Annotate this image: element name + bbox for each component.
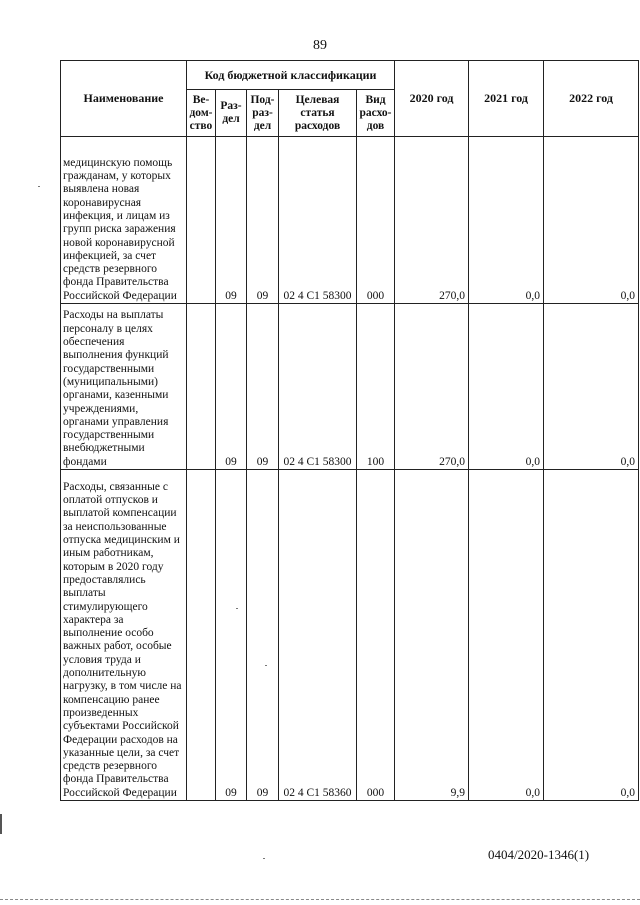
table-row bbox=[61, 304, 639, 470]
table-row bbox=[61, 470, 639, 801]
scan-margin-mark bbox=[0, 814, 2, 834]
row-podrazdel: 09 bbox=[247, 304, 279, 470]
scan-speck bbox=[38, 186, 40, 187]
header-vedomstvo: Ве- дом- ство bbox=[187, 90, 216, 137]
header-expense-type: Вид расхо- дов bbox=[357, 90, 395, 137]
row-amount-2020: 270,0 bbox=[395, 137, 469, 304]
header-classification-code: Код бюджетной классификации bbox=[187, 61, 395, 90]
row-amount-2022: 0,0 bbox=[544, 304, 639, 470]
row-vedomstvo bbox=[187, 137, 216, 304]
row-name: Расходы на выплаты персоналу в целях обеспечения выполнения функций государственными (муниципальными) органами, казенными учреждениями, органами управления государственными внебюджетными фондами bbox=[61, 304, 187, 470]
document-code: 0404/2020-1346(1) bbox=[488, 847, 590, 862]
row-vedomstvo bbox=[187, 304, 216, 470]
row-vedomstvo bbox=[187, 470, 216, 801]
scan-speck bbox=[236, 608, 238, 609]
row-amount-2021: 0,0 bbox=[469, 470, 544, 801]
row-target-article: 02 4 С1 58300 bbox=[279, 137, 357, 304]
header-year-2020: 2020 год bbox=[395, 61, 469, 137]
row-amount-2020: 9,9 bbox=[395, 470, 469, 801]
table-row bbox=[61, 137, 639, 304]
row-amount-2021: 0,0 bbox=[469, 304, 544, 470]
row-amount-2020: 270,0 bbox=[395, 304, 469, 470]
header-razdel: Раз- дел bbox=[216, 90, 247, 137]
row-target-article: 02 4 С1 58360 bbox=[279, 470, 357, 801]
row-razdel: 09 bbox=[216, 137, 247, 304]
header-name: Наименование bbox=[61, 61, 187, 137]
row-expense-type: 000 bbox=[357, 137, 395, 304]
header-podrazdel: Под- раз- дел bbox=[247, 90, 279, 137]
row-name: Расходы, связанные с оплатой отпусков и выплатой компенсации за неиспользованные отпуска медицинским и иным работникам, которым в 2020 году предоставлялись выплаты стимулирующего характера за выполнение особо важных работ, особые условия труда и дополнительную нагрузку, в том числе на компенсацию ранее произведенных субъектами Российской Федерации расходов на указанные цели, за счет средств резервного фонда Правительства Российской Федерации bbox=[61, 470, 187, 801]
row-amount-2021: 0,0 bbox=[469, 137, 544, 304]
row-podrazdel: 09 bbox=[247, 470, 279, 801]
row-name: медицинскую помощь гражданам, у которых выявлена новая коронавирусная инфекция, и лицам из групп риска заражения новой коронавирусной инфекцией, за счет средств резервного фонда Правительства Российской Федерации bbox=[61, 137, 187, 304]
row-razdel: 09 bbox=[216, 304, 247, 470]
scan-bottom-edge bbox=[0, 899, 640, 900]
row-razdel: 09 bbox=[216, 470, 247, 801]
header-year-2021: 2021 год bbox=[469, 61, 544, 137]
page-number: 89 bbox=[313, 38, 327, 53]
row-expense-type: 000 bbox=[357, 470, 395, 801]
header-target-article: Целевая статья расходов bbox=[279, 90, 357, 137]
row-amount-2022: 0,0 bbox=[544, 137, 639, 304]
scan-speck bbox=[263, 858, 265, 859]
scan-speck bbox=[265, 665, 267, 666]
row-amount-2022: 0,0 bbox=[544, 470, 639, 801]
header-year-2022: 2022 год bbox=[544, 61, 639, 137]
row-target-article: 02 4 С1 58300 bbox=[279, 304, 357, 470]
row-podrazdel: 09 bbox=[247, 137, 279, 304]
row-expense-type: 100 bbox=[357, 304, 395, 470]
budget-table bbox=[60, 60, 639, 801]
